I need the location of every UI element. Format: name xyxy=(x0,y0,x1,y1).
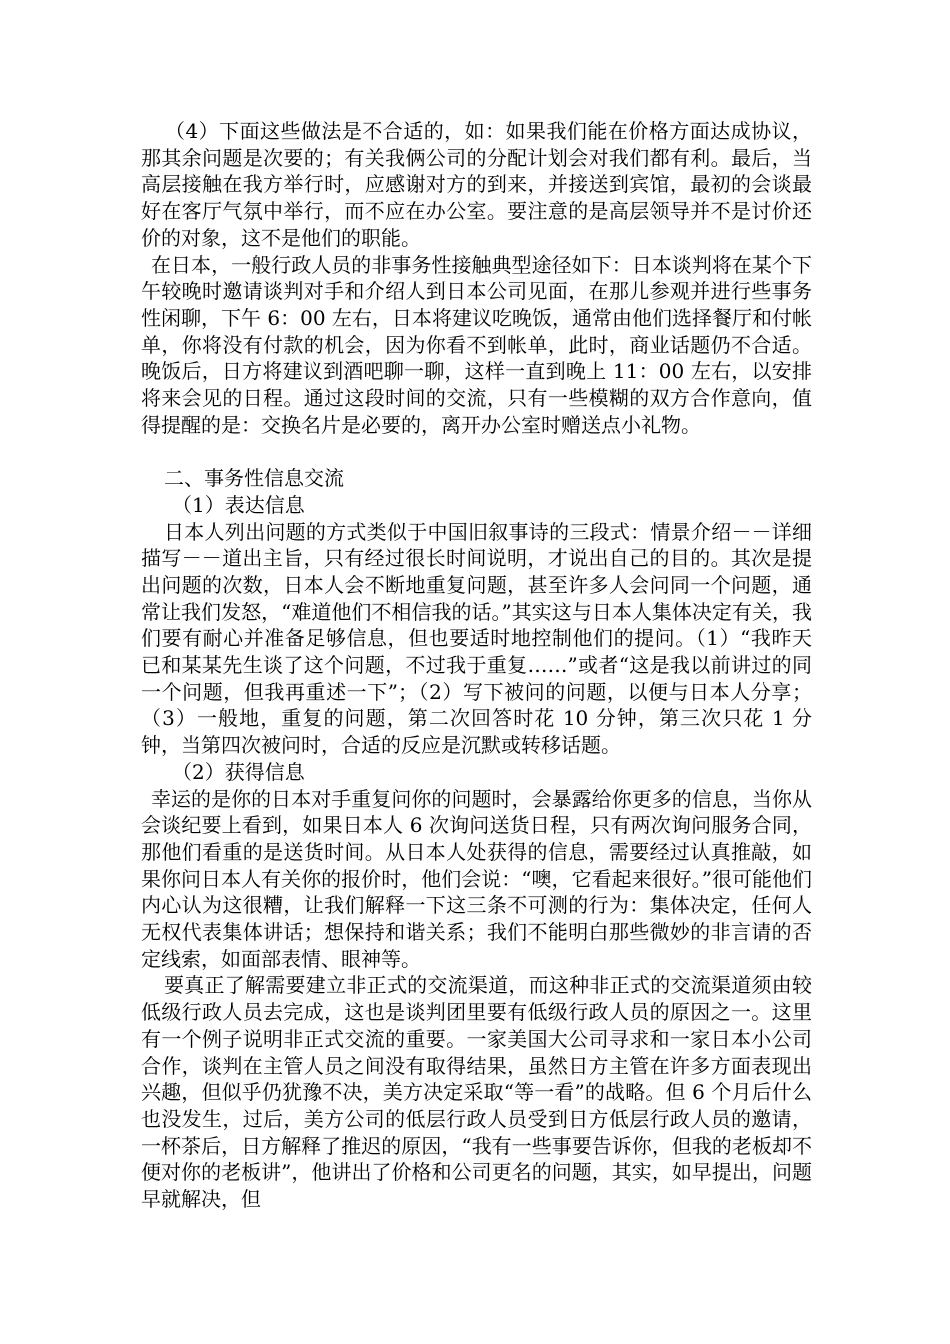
paragraph-express-info: 日本人列出问题的方式类似于中国旧叙事诗的三段式：情景介绍－－详细描写－－道出主旨，只有经过很长时间说明，才说出自己的目的。其次是提出问题的次数，日本人会不断地重复问题，甚至许多人会问同一个问题，通常让我们发怒，“难道他们不相信我的话。”其实这与日本人集体决定有关，我们要有耐心并准备足够信息，但也要适时地控制他们的提问。（1）“我昨天已和某某先生谈了这个问题，不过我于重复……”或者“这是我以前讲过的同一个问题，但我再重述一下”；（2）写下被问的问题，以便与日本人分享；（3）一般地，重复的问题，第二次回答时花 10 分钟，第三次只花 1 分钟，当第四次被问时，合适的反应是沉默或转移话题。 xyxy=(141,519,812,758)
subsection-heading-express: （1）表达信息 xyxy=(172,492,305,517)
paragraph-non-business-contact: 在日本，一般行政人员的非事务性接触典型途径如下：日本谈判将在某个下午较晚时邀请谈判对手和介绍人到日本公司见面，在那儿参观并进行些事务性闲聊，下午 6：00 左右，日本将建议吃晚饭，通常由他们选择餐厅和付帐单，你将没有付款的机会，因为你看不到帐单，此时，商业话题仍不合适。晚饭后，日方将建议到酒吧聊一聊，这样一直到晚上 11：00 左右，以安排将来会见的日程。通过这段时间的交流，只有一些模糊的双方合作意向，值得提醒的是：交换名片是必要的，离开办公室时赠送点小礼物。 xyxy=(141,252,812,437)
paragraph-inappropriate-practices: （4）下面这些做法是不合适的，如：如果我们能在价格方面达成协议，那其余问题是次要的；有关我俩公司的分配计划会对我们都有利。最后，当高层接触在我方举行时，应感谢对方的到来，并接送到宾馆，最初的会谈最好在客厅气氛中举行，而不应在办公室。要注意的是高层领导并不是讨价还价的对象，这不是他们的职能。 xyxy=(141,119,812,250)
paragraph-obtain-info: 幸运的是你的日本对手重复问你的问题时，会暴露给你更多的信息，当你从会谈纪要上看到，如果日本人 6 次询问送货日程，只有两次询问服务合同，那他们看重的是送货时间。从日本人处获得的信息，需要经过认真推敲，如果你问日本人有关你的报价时，他们会说：“噢，它看起来很好。”很可能他们内心认为这很糟，让我们解释一下这三条不可测的行为：集体决定，任何人无权代表集体讲话；想保持和谐关系；我们不能明白那些微妙的非言请的否定线索，如面部表情、眼神等。 xyxy=(141,786,812,971)
blank-line xyxy=(141,438,812,465)
paragraph-informal-channels: 要真正了解需要建立非正式的交流渠道，而这种非正式的交流渠道须由较低级行政人员去完成，这也是谈判团里要有低级行政人员的原因之一。这里有一个例子说明非正式交流的重要。一家美国大公司寻求和一家日本小公司合作，谈判在主管人员之间没有取得结果，虽然日方主管在许多方面表现出兴趣，但似乎仍犹豫不决，美方决定采取“等一看”的战略。但 6 个月后什么也没发生，过后，美方公司的低层行政人员受到日方低层行政人员的邀请，一杯茶后，日方解释了推迟的原因，“我有一些事要告诉你，但我的老板却不便对你的老板讲”，他讲出了价格和公司更名的问题，其实，如早提出，问题早就解决，但 xyxy=(141,973,812,1212)
document-page xyxy=(141,118,812,1213)
section-heading: 二、事务性信息交流 xyxy=(164,466,344,491)
subsection-heading-obtain: （2）获得信息 xyxy=(172,759,305,784)
